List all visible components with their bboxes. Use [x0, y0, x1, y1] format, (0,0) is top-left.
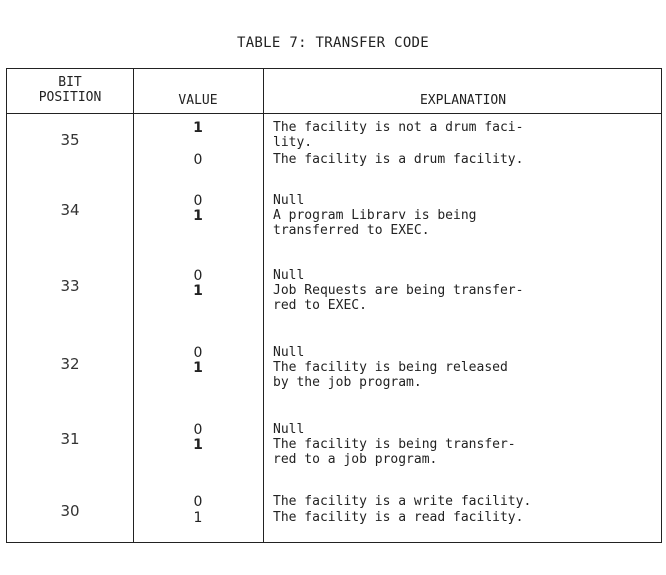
value-cell: 0: [193, 345, 203, 361]
bit-position-cell: 35: [60, 131, 80, 149]
bit-position-cell: 34: [60, 201, 80, 219]
header-value: VALUE: [178, 93, 218, 108]
header-explanation: EXPLANATION: [419, 93, 507, 108]
table-title: TABLE 7: TRANSFER CODE: [236, 35, 430, 51]
explanation-cell: The facility is being released by the job program.: [273, 360, 508, 390]
value-cell: 0: [193, 152, 203, 168]
header-bit-line1: BIT: [58, 75, 82, 90]
explanation-cell: Null: [273, 268, 305, 283]
header-bit-line2: POSITION: [38, 90, 102, 105]
explanation-cell: The facility is being transfer- red to a job program.: [273, 437, 516, 467]
column-divider-value: [263, 69, 264, 542]
bit-position-cell: 30: [60, 502, 80, 520]
bit-position-cell: 32: [60, 355, 80, 373]
explanation-cell: A program Librarv is being transferred to EXEC.: [273, 208, 477, 238]
column-divider-bit: [133, 69, 134, 542]
header-bit-position: [7, 75, 133, 105]
explanation-cell: Job Requests are being transfer- red to EXEC.: [273, 283, 524, 313]
bit-position-cell: 31: [60, 430, 80, 448]
explanation-cell: The facility is not a drum faci- lity.: [273, 120, 524, 150]
explanation-cell: Null: [273, 422, 305, 437]
value-cell: 1: [193, 120, 203, 136]
value-cell: 0: [193, 422, 203, 438]
value-cell: 0: [193, 193, 203, 209]
explanation-cell: The facility is a read facility.: [273, 510, 524, 525]
value-cell: 1: [193, 360, 203, 376]
explanation-cell: The facility is a write facility.: [273, 494, 532, 509]
value-cell: 1: [193, 283, 203, 299]
value-cell: 1: [193, 208, 203, 224]
value-cell: 1: [193, 437, 203, 453]
explanation-cell: Null: [273, 345, 305, 360]
transfer-code-table: [6, 68, 662, 543]
value-cell: 0: [193, 494, 203, 510]
value-cell: 1: [193, 510, 203, 526]
explanation-cell: The facility is a drum facility.: [273, 152, 524, 167]
explanation-cell: Null: [273, 193, 305, 208]
header-divider: [7, 113, 661, 114]
bit-position-cell: 33: [60, 277, 80, 295]
value-cell: 0: [193, 268, 203, 284]
